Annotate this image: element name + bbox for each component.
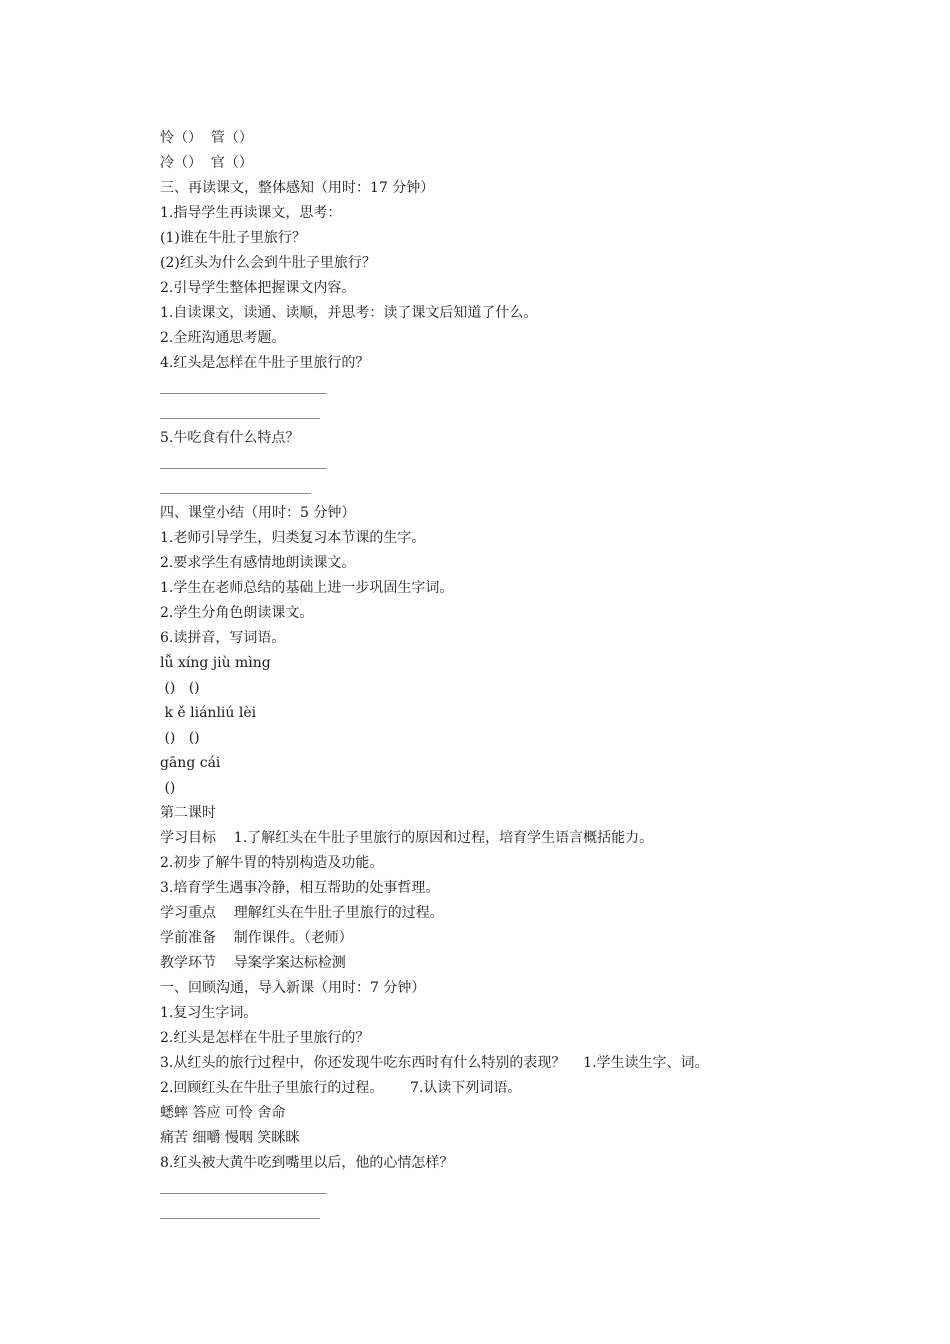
answer-blank <box>160 401 860 426</box>
text-line: 2.红头是怎样在牛肚子里旅行的？ <box>160 1030 370 1046</box>
text-line: 2.引导学生整体把握课文内容。 <box>160 280 356 296</box>
text-line: 2.要求学生有感情地朗读课文。 <box>160 555 356 571</box>
answer-blank <box>160 476 860 501</box>
text-line: (1)谁在牛肚子里旅行？ <box>160 230 306 246</box>
text-line: 2.回顾红头在牛肚子里旅行的过程。 7.认读下列词语。 <box>160 1080 522 1096</box>
section-heading: 三、再读课文，整体感知（用时：17 分钟） <box>160 180 435 196</box>
text-line: 3.从红头的旅行过程中，你还发现牛吃东西时有什么特别的表现？ 1.学生读生字、词。 <box>160 1055 709 1071</box>
answer-blank <box>160 1176 860 1201</box>
blank-parens: () () <box>160 680 200 696</box>
pinyin-line: k ě liánliú lèi <box>160 705 257 721</box>
text-line: 3.培育学生遇事冷静，相互帮助的处事哲理。 <box>160 880 440 896</box>
answer-blank <box>160 376 860 401</box>
answer-blank-rule <box>160 1218 320 1219</box>
text-line: 冷（） 官（） <box>160 155 253 171</box>
answer-blank-rule <box>160 393 327 394</box>
answer-blank-rule <box>160 468 327 469</box>
answer-blank-rule <box>160 493 311 494</box>
text-line: 学习目标 1.了解红头在牛肚子里旅行的原因和过程，培育学生语言概括能力。 <box>160 830 654 846</box>
lesson-title: 第二课时 <box>160 805 216 821</box>
answer-blank-rule <box>160 418 320 419</box>
blank-parens: () <box>160 780 176 796</box>
question-line: 8.红头被大黄牛吃到嘴里以后，他的心情怎样？ <box>160 1155 454 1171</box>
text-line: 1.学生在老师总结的基础上进一步巩固生字词。 <box>160 580 454 596</box>
blank-parens: () () <box>160 730 200 746</box>
question-line: 5.牛吃食有什么特点？ <box>160 430 300 446</box>
question-line: 4.红头是怎样在牛肚子里旅行的？ <box>160 355 370 371</box>
vocab-line: 痛苦 细嚼 慢咽 笑眯眯 <box>160 1130 300 1146</box>
section-heading: 一、回顾沟通，导入新课（用时：7 分钟） <box>160 980 426 996</box>
text-line: 学习重点 理解红头在牛肚子里旅行的过程。 <box>160 905 444 921</box>
text-line: 2.全班沟通思考题。 <box>160 330 286 346</box>
text-line: 怜（） 管（） <box>160 130 253 146</box>
pinyin-line: lǚ xíng jiù mìng <box>160 655 271 671</box>
text-line: 学前准备 制作课件。（老师） <box>160 930 353 946</box>
question-line: 6.读拼音，写词语。 <box>160 630 286 646</box>
text-line: 1.自读课文，读通、读顺，并思考：读了课文后知道了什么。 <box>160 305 538 321</box>
answer-blank <box>160 451 860 476</box>
vocab-line: 蟋蟀 答应 可怜 舍命 <box>160 1105 286 1121</box>
text-line: 1.老师引导学生，归类复习本节课的生字。 <box>160 530 426 546</box>
document-body <box>160 126 860 1226</box>
pinyin-line: gāng cái <box>160 755 221 771</box>
text-line: 2.初步了解牛胃的特别构造及功能。 <box>160 855 384 871</box>
answer-blank-rule <box>160 1193 327 1194</box>
text-line: 1.指导学生再读课文，思考： <box>160 205 342 221</box>
text-line: 教学环节 导案学案达标检测 <box>160 955 346 971</box>
text-line: (2)红头为什么会到牛肚子里旅行？ <box>160 255 376 271</box>
text-line: 2.学生分角色朗读课文。 <box>160 605 314 621</box>
answer-blank <box>160 1201 860 1226</box>
section-heading: 四、课堂小结（用时：5 分钟） <box>160 505 356 521</box>
text-line: 1.复习生字词。 <box>160 1005 258 1021</box>
